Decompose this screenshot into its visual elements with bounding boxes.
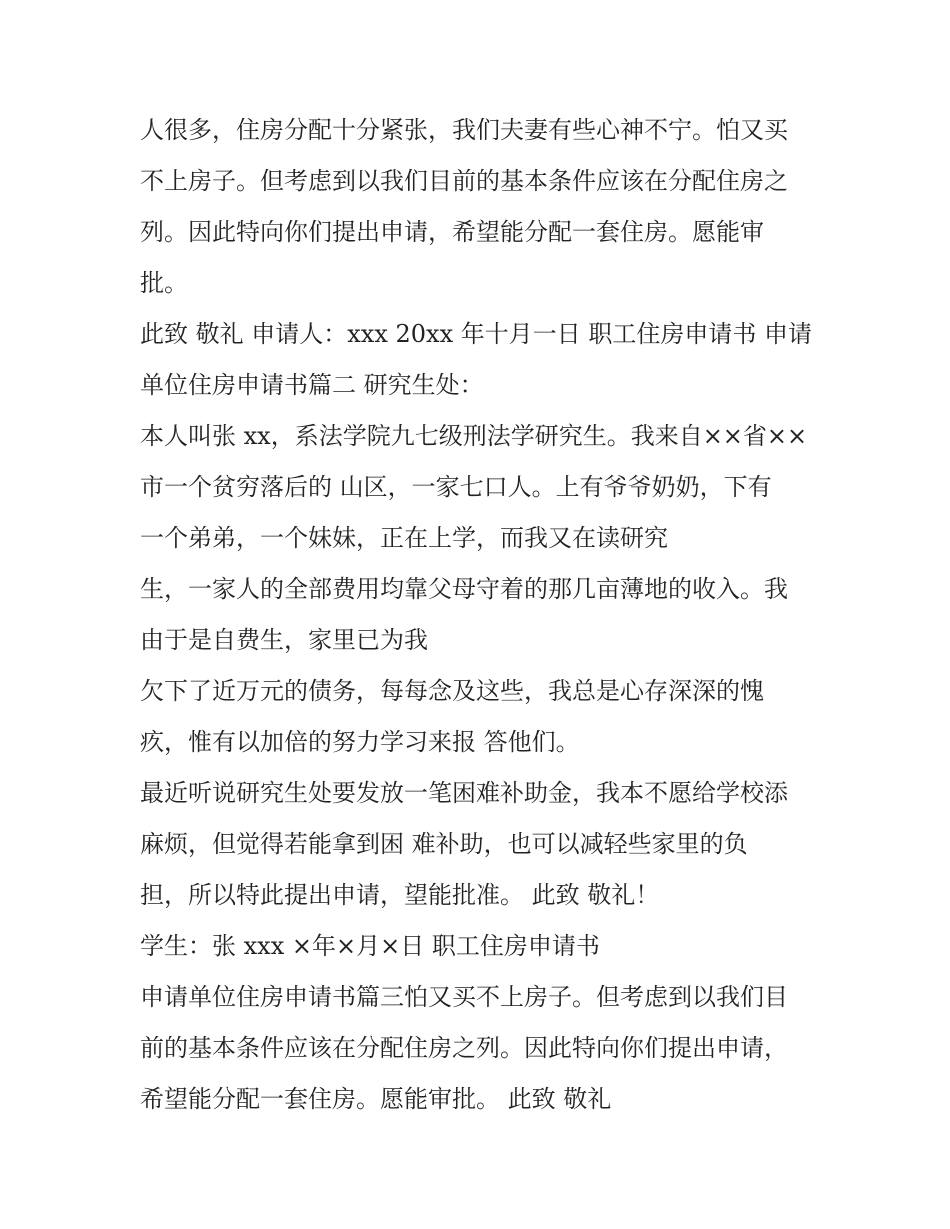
- text-line: 麻烦，但觉得若能拿到困 难补助，也可以减轻些家里的负: [140, 830, 748, 858]
- text-line: 最近听说研究生处要发放一笔困难补助金，我本不愿给学校添: [140, 779, 788, 807]
- text-line: 列。因此特向你们提出申请，希望能分配一套住房。愿能审: [140, 218, 764, 246]
- text-line: 学生：张 xxx ×年×月×日 职工住房申请书: [140, 932, 600, 960]
- document-body: [140, 105, 830, 1125]
- text-line: 希望能分配一套住房。愿能审批。 此致 敬礼: [140, 1085, 612, 1113]
- text-line: 申请单位住房申请书篇三怕又买不上房子。但考虑到以我们目: [140, 983, 788, 1011]
- text-line: 生，一家人的全部费用均靠父母守着的那几亩薄地的收入。我: [140, 575, 788, 603]
- text-line: 批。: [140, 269, 188, 297]
- text-line: 担，所以特此提出申请，望能批准。 此致 敬礼！: [140, 881, 660, 909]
- text-line: 单位住房申请书篇二 研究生处：: [140, 371, 484, 399]
- text-line: 由于是自费生，家里已为我: [140, 626, 428, 654]
- text-line: 不上房子。但考虑到以我们目前的基本条件应该在分配住房之: [140, 167, 788, 195]
- text-line: 一个弟弟，一个妹妹，正在上学，而我又在读研究: [140, 524, 668, 552]
- text-line: 人很多，住房分配十分紧张，我们夫妻有些心神不宁。怕又买: [140, 116, 788, 144]
- text-line: 市一个贫穷落后的 山区，一家七口人。上有爷爷奶奶，下有: [140, 473, 772, 501]
- text-line: 前的基本条件应该在分配住房之列。因此特向你们提出申请，: [140, 1034, 788, 1062]
- text-line: 本人叫张 xx，系法学院九七级刑法学研究生。我来自××省××: [140, 422, 808, 450]
- text-line: 疚，惟有以加倍的努力学习来报 答他们。: [140, 728, 580, 756]
- text-line: 欠下了近万元的债务，每每念及这些，我总是心存深深的愧: [140, 677, 764, 705]
- text-line: 此致 敬礼 申请人：xxx 20xx 年十月一日 职工住房申请书 申请: [140, 320, 812, 348]
